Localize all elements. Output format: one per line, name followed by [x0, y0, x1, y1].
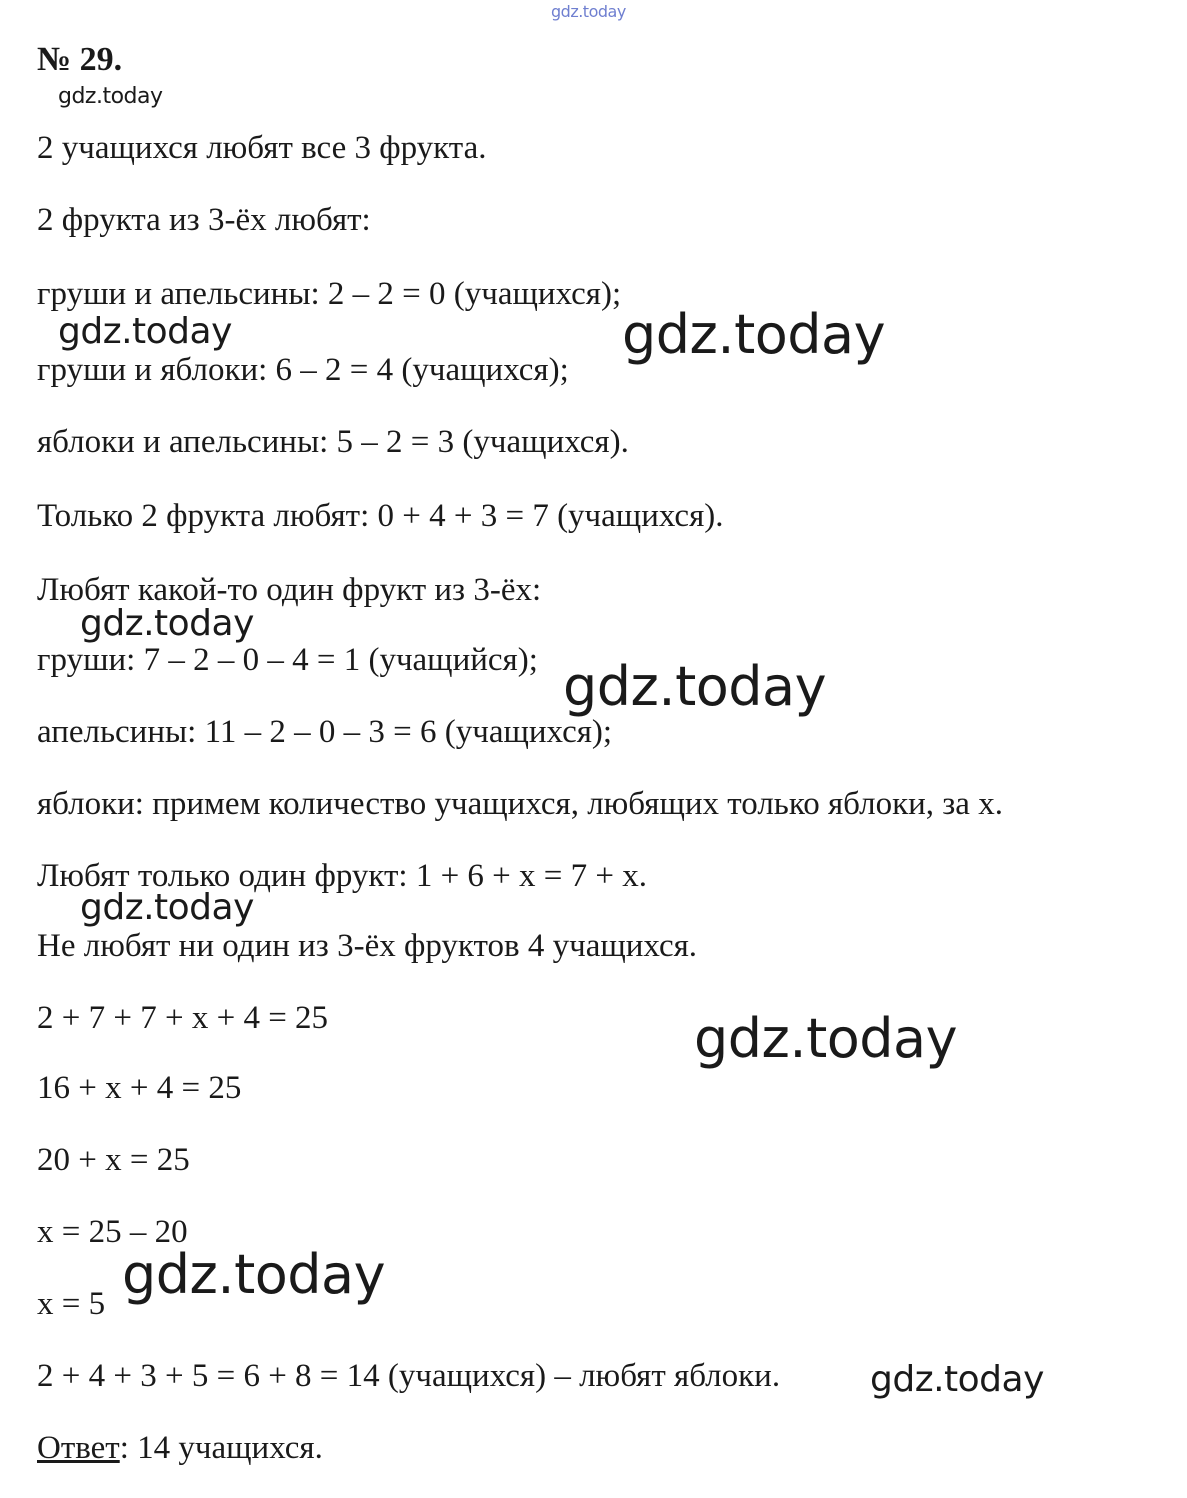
text-line-12: Не любят ни один из 3-ёх фруктов 4 учащихся. — [37, 928, 698, 964]
answer-line — [37, 1428, 323, 1468]
answer-text: : 14 учащихся. — [119, 1430, 323, 1466]
watermark-4: gdz.today — [563, 655, 827, 718]
equation-1: 2 + 7 + 7 + x + 4 = 25 — [37, 1000, 329, 1036]
text-line-10: яблоки: примем количество учащихся, любящих только яблоки, за x. — [37, 786, 1003, 822]
equation-5: x = 5 — [37, 1286, 106, 1322]
text-line-1: 2 учащихся любят все 3 фрукта. — [37, 130, 487, 166]
watermark-2: gdz.today — [622, 303, 886, 366]
problem-number: № 29. — [37, 41, 123, 78]
watermark-3: gdz.today — [80, 603, 254, 644]
equation-4: x = 25 – 20 — [37, 1214, 188, 1250]
watermark-5: gdz.today — [80, 887, 254, 928]
text-line-4: груши и яблоки: 6 – 2 = 4 (учащихся); — [37, 352, 569, 388]
watermark-7: gdz.today — [122, 1243, 386, 1306]
watermark-under-title: gdz.today — [58, 84, 163, 109]
text-line-8: груши: 7 – 2 – 0 – 4 = 1 (учащийся); — [37, 642, 538, 678]
text-line-9: апельсины: 11 – 2 – 0 – 3 = 6 (учащихся); — [37, 714, 613, 750]
text-line-7: Любят какой-то один фрукт из 3-ёх: — [37, 572, 542, 608]
text-line-13: 2 + 4 + 3 + 5 = 6 + 8 = 14 (учащихся) – любят яблоки. — [37, 1358, 781, 1394]
equation-3: 20 + x = 25 — [37, 1142, 190, 1178]
text-line-11: Любят только один фрукт: 1 + 6 + x = 7 + x. — [37, 858, 648, 894]
equation-2: 16 + x + 4 = 25 — [37, 1070, 242, 1106]
text-line-5: яблоки и апельсины: 5 – 2 = 3 (учащихся). — [37, 424, 629, 460]
answer-label: Ответ — [37, 1430, 120, 1466]
watermark-1: gdz.today — [58, 311, 232, 352]
watermark-6: gdz.today — [694, 1007, 958, 1070]
text-line-6: Только 2 фрукта любят: 0 + 4 + 3 = 7 (учащихся). — [37, 498, 724, 534]
text-line-3: груши и апельсины: 2 – 2 = 0 (учащихся); — [37, 276, 622, 312]
text-line-2: 2 фрукта из 3-ёх любят: — [37, 202, 371, 238]
watermark-8: gdz.today — [870, 1359, 1044, 1400]
watermark-top: gdz.today — [551, 2, 626, 21]
